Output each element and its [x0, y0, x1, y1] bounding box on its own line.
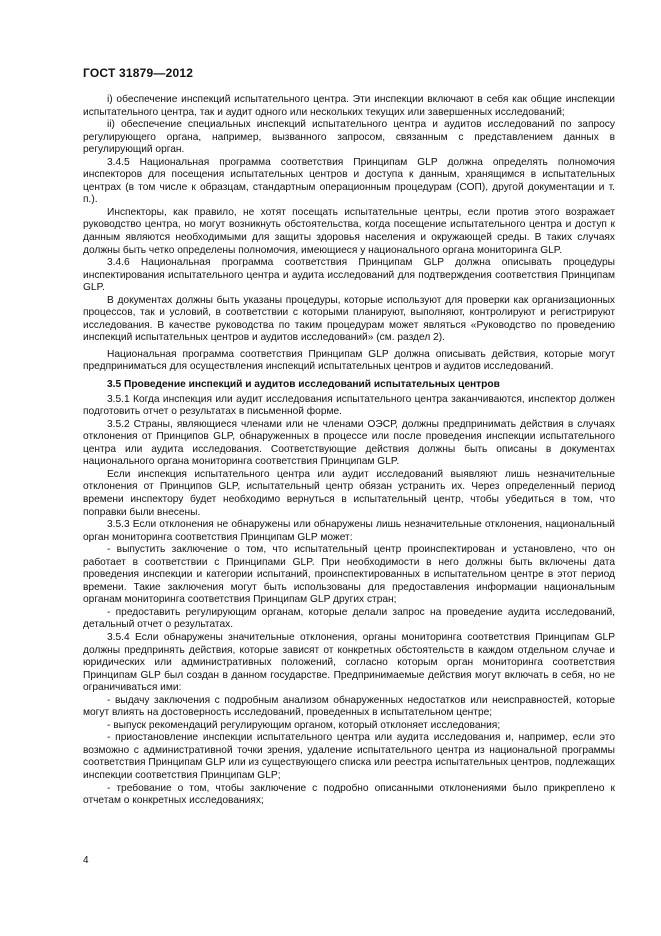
- section-heading: 3.5 Проведение инспекций и аудитов исследований испытательных центров: [107, 379, 500, 391]
- paragraph: Инспекторы, как правило, не хотят посещать испытательные центры, если против этого возражает руководство центра, но могут возникнуть обстоятельства, когда посещение испытательного центра и доступ к данным являются необходимыми для защиты здоровья населения и окружающей среды. В таких случаях должны быть четко определены полномочия, имеющиеся у национального органа мониторинга GLP.: [83, 206, 615, 256]
- list-item: - приостановление инспекции испытательного центра или аудита исследования и, например, если это возможно с административной точки зрения, удаление испытательного центра из национальной программы соответствия Принципам GLP или из существующего списка или реестра испытательных центров, подлежащих инспекции соответствия Принципам GLP;: [83, 732, 615, 781]
- paragraph: В документах должны быть указаны процедуры, которые используют для проверки как организационных процессов, так и условий, в соответствии с которыми планируют, выполняют, контролируют и регистрируют исследования. В качестве руководства по таким процедурам может являться «Руководство по проведению инспекций испытательных центров и аудитов исследований» (см. раздел 2).: [83, 294, 615, 344]
- list-item: - выпустить заключение о том, что испытательный центр проинспектирован и установлено, что он работает в соответствии с Принципами GLP. При необходимости в него должны быть включены дата проведения инспекции и категории испытаний, проинспектированных в испытательном центре в этот период времени. Такие заключения могут быть использованы для предоставления информации национальным органам мониторинга соответствия Принципам GLP других стран;: [83, 544, 615, 606]
- paragraph: 3.5.4 Если обнаружены значительные отклонения, органы мониторинга соответствия Принципам GLP должны предпринять действия, которые зависят от конкретных обстоятельств в каждом отдельном случае и юридических или административных положений, согласно которым орган мониторинга соответствия Принципам GLP был создан в данном государстве. Предпринимаемые действия могут включать в себя, но не ограничиваться ими:: [83, 631, 615, 694]
- list-item: - выпуск рекомендаций регулирующим органом, который отклоняет исследования;: [107, 719, 501, 731]
- paragraph: Если инспекция испытательного центра или аудит исследований выявляют лишь незначительные отклонения от Принципов GLP, испытательный центр обязан устранить их. Через определенный период времени инспектору будет необходимо вернуться в испытательный центр, чтобы убедиться в том, что поправки были внесены.: [83, 468, 615, 518]
- document-header: ГОСТ 31879—2012: [83, 66, 194, 80]
- list-item: - предоставить регулирующим органам, которые делали запрос на проведение аудита исследований, детальный отчет о результатах.: [83, 606, 615, 631]
- paragraph: 3.5.3 Если отклонения не обнаружены или обнаружены лишь незначительные отклонения, национальный орган мониторинга соответствия Принципам GLP может:: [83, 519, 615, 543]
- paragraph: ii) обеспечение специальных инспекций испытательного центра и аудитов исследований по запросу регулирующего органа, например, вызванного запросом, связанным с представлением данных в регулирующий орган.: [83, 119, 615, 156]
- paragraph: 3.4.5 Национальная программа соответствия Принципам GLP должна определять полномочия инспекторов для посещения испытательных центров и доступа к данным, хранящимся в испытательных центрах (в том числе к образцам, стандартным операционным процедурам (СОП), другой документации и т. п.).: [83, 156, 615, 206]
- list-item: - выдачу заключения с подробным анализом обнаруженных недостатков или неисправностей, которые могут влиять на достоверность исследований, проведенных в испытательном центре;: [83, 694, 615, 719]
- paragraph: 3.4.6 Национальная программа соответствия Принципам GLP должна описывать процедуры инспектирования испытательного центра и аудита исследований для подтверждения соответствия Принципам GLP.: [83, 257, 615, 294]
- paragraph: 3.5.2 Страны, являющиеся членами или не членами ОЭСР, должны предпринимать действия в случаях отклонения от Принципов GLP, обнаруженных в процессе или после проведения инспекции испытательного центра или аудита исследования. Соответствующие действия должны быть описаны в документах национального органа мониторинга соответствия Принципам GLP.: [83, 418, 615, 468]
- document-body: [83, 94, 615, 808]
- list-item: - требование о том, чтобы заключение с подробно описанными отклонениями было прикреплено к отчетам о конкретных исследованиях;: [83, 782, 615, 807]
- paragraph: i) обеспечение инспекций испытательного центра. Эти инспекции включают в себя как общие инспекции испытательного центра, так и аудит одного или нескольких текущих или завершенных исследований;: [83, 94, 615, 118]
- paragraph: Национальная программа соответствия Принципам GLP должна описывать действия, которые могут предприниматься для осуществления инспекций испытательных центров и аудитов исследований.: [83, 348, 615, 373]
- paragraph: 3.5.1 Когда инспекция или аудит исследования испытательного центра заканчиваются, инспектор должен подготовить отчет о результатах в письменной форме.: [83, 393, 615, 418]
- page-number: 4: [83, 855, 89, 866]
